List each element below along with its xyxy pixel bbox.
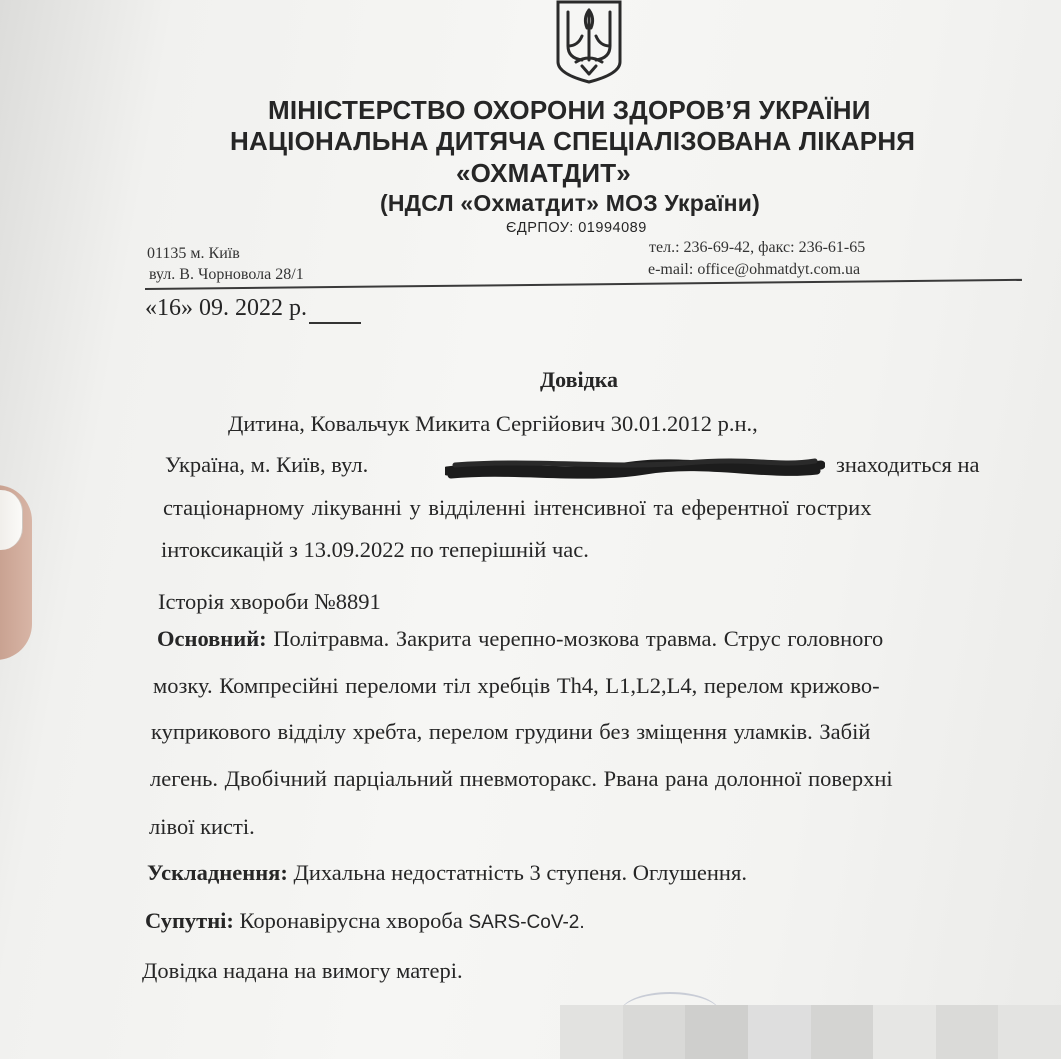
address-street: вул. В. Чорновола 28/1 xyxy=(149,266,304,283)
comorbid-label: Супутні: xyxy=(145,908,234,933)
comorbid-text: Коронавірусна хвороба xyxy=(233,908,469,933)
ministry-heading: МІНІСТЕРСТВО ОХОРОНИ ЗДОРОВ’Я УКРАЇНИ xyxy=(268,95,871,125)
hospital-heading: НАЦІОНАЛЬНА ДИТЯЧА СПЕЦІАЛІЗОВАНА ЛІКАРНЯ xyxy=(230,126,916,156)
comorbid-virus: SARS-CoV-2. xyxy=(468,912,585,933)
history-number: Історія хвороби №8891 xyxy=(158,589,381,614)
child-line: Дитина, Ковальчук Микита Сергійович 30.01.2012 р.н., xyxy=(228,411,758,436)
final-line: Довідка надана на вимогу матері. xyxy=(142,958,463,983)
ukraine-trident-icon xyxy=(554,0,624,84)
hospital-name: «ОХМАТДИТ» xyxy=(456,158,631,188)
main-diagnosis-line-2: мозку. Компресійні переломи тіл хребців Th4, L1,L2,L4, перелом крижово- xyxy=(153,673,880,698)
address-city: 01135 м. Київ xyxy=(147,245,240,262)
document-title: Довідка xyxy=(540,367,619,392)
document-date xyxy=(145,295,361,324)
date-underline xyxy=(309,295,361,324)
contact-phone: тел.: 236-69-42, факс: 236-61-65 xyxy=(649,239,866,256)
complications-text: Дихальна недостатність 3 ступеня. Оглушення. xyxy=(287,860,747,885)
status-line: знаходиться на xyxy=(836,452,980,477)
contact-email: e-mail: office@ohmatdyt.com.ua xyxy=(648,261,861,278)
blurred-signature-area xyxy=(560,1005,1061,1059)
main-diagnosis-line-5: лівої кисті. xyxy=(149,814,255,839)
main-diagnosis-text: Політравма. Закрита черепно-мозкова травма. Струс головного xyxy=(266,626,884,651)
main-diagnosis-line-1 xyxy=(157,626,883,652)
address-line: Україна, м. Київ, вул. xyxy=(165,452,369,477)
period-line: інтоксикацій з 13.09.2022 по теперішній час. xyxy=(161,537,589,562)
main-diagnosis-line-4: легень. Двобічний парціальний пневмоторакс. Рвана рана долонної поверхні xyxy=(150,766,893,791)
edrpou-code: ЄДРПОУ: 01994089 xyxy=(506,220,647,236)
comorbid-line xyxy=(145,908,585,934)
main-diagnosis-label: Основний: xyxy=(157,626,267,651)
ward-line: стаціонарному лікуванні у відділенні інтенсивної та еферентної гострих xyxy=(163,495,872,520)
date-text: «16» 09. 2022 р. xyxy=(145,295,307,321)
hospital-abbreviation: (НДСЛ «Охматдит» МОЗ України) xyxy=(380,190,760,216)
main-diagnosis-line-3: куприкового відділу хребта, перелом грудини без зміщення уламків. Забій xyxy=(151,719,871,744)
complications-line xyxy=(147,860,747,886)
redacted-address xyxy=(445,455,825,485)
complications-label: Ускладнення: xyxy=(147,860,288,885)
